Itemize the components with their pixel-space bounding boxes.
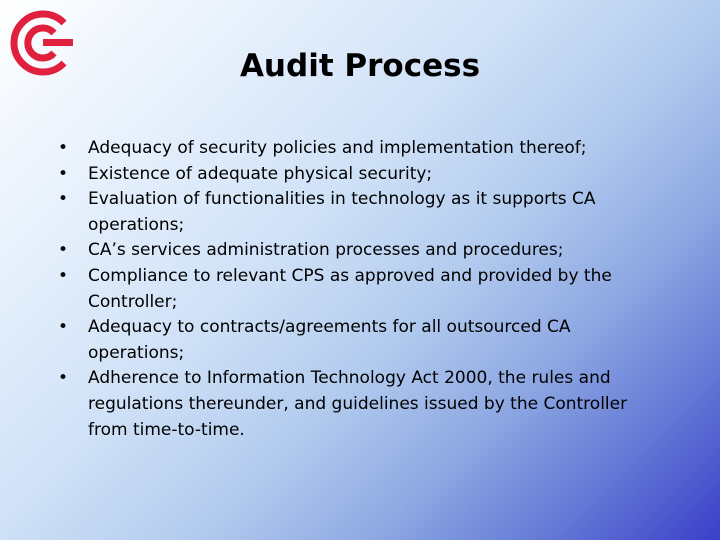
bullet-item	[56, 162, 656, 188]
bullet-list	[56, 136, 656, 443]
bullet-dot: •	[58, 368, 69, 389]
bullet-text: Compliance to relevant CPS as approved and provided by the Controller;	[88, 265, 612, 312]
bullet-text: Adherence to Information Technology Act 2000, the rules and regulations thereunder, and guidelines issued by the Controller from time-to-time.	[88, 368, 628, 440]
bullet-item	[56, 366, 656, 443]
bullet-dot: •	[58, 138, 69, 158]
bullet-text: Evaluation of functionalities in technology as it supports CA operations;	[88, 189, 596, 235]
bullet-text: Existence of adequate physical security;	[88, 163, 433, 184]
bullet-dot: •	[58, 317, 69, 338]
bullet-dot: •	[58, 163, 69, 184]
bullet-dot: •	[58, 240, 69, 261]
bullet-text: Adequacy of security policies and implementation thereof;	[88, 138, 587, 158]
bullet-item	[56, 238, 656, 264]
bullet-item	[56, 315, 656, 366]
bullet-item	[56, 187, 656, 238]
slide-title: Audit Process	[239, 48, 481, 84]
bullet-text: Adequacy to contracts/agreements for all outsourced CA operations;	[88, 317, 571, 363]
bullet-item	[56, 264, 656, 315]
bullet-dot: •	[58, 189, 69, 210]
bullet-item	[56, 136, 656, 162]
bullet-dot: •	[58, 265, 69, 286]
bullet-text: CA’s services administration processes and procedures;	[88, 240, 564, 261]
